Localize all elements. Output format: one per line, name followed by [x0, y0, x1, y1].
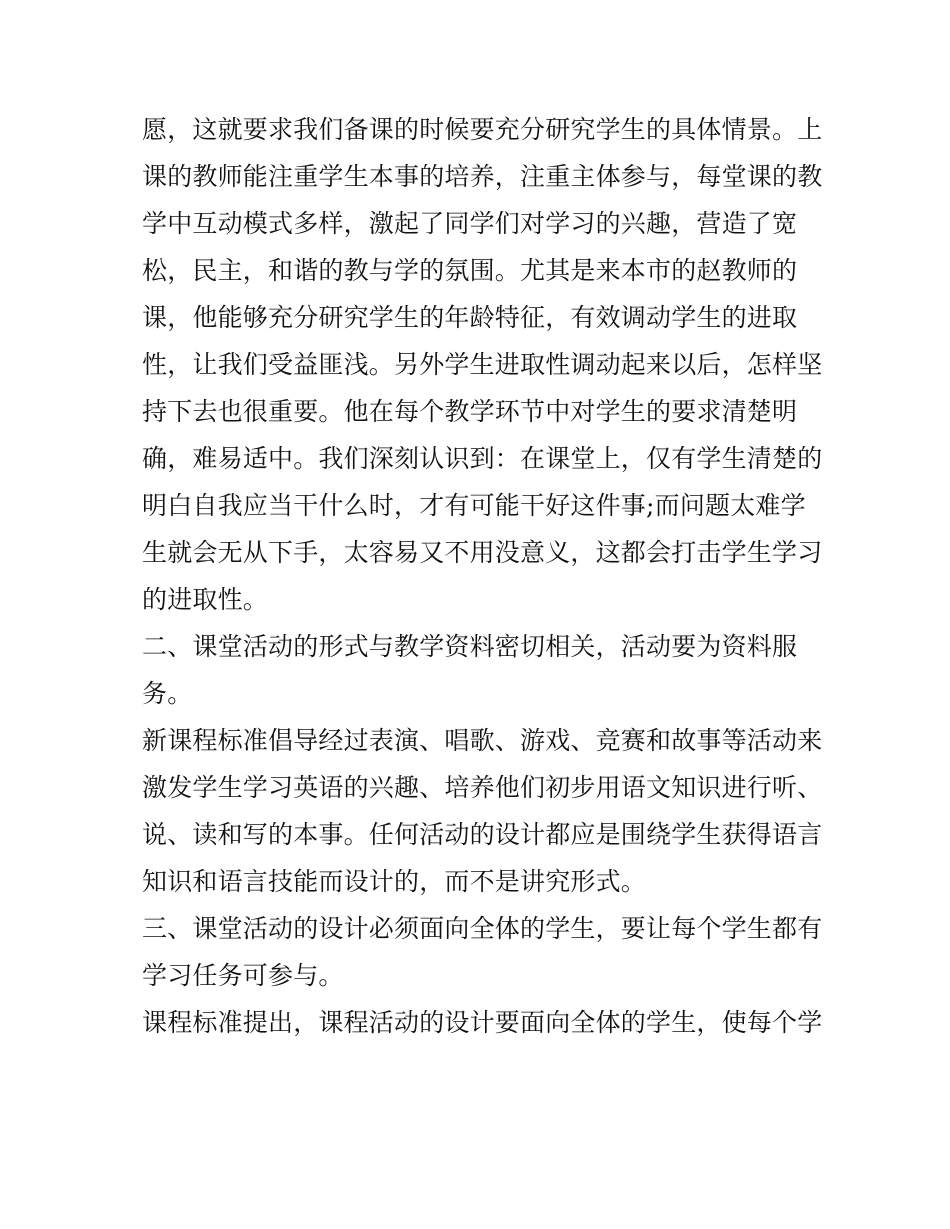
text-line: 明白自我应当干什么时，才有可能干好这件事;而问题太难学 [142, 491, 806, 520]
text-line: 知识和语言技能而设计的，而不是讲究形式。 [142, 867, 647, 896]
text-line: 课程标准提出，课程活动的设计要面向全体的学生，使每个学 [142, 1008, 823, 1037]
section-heading-2: 二、课堂活动的形式与教学资料密切相关，活动要为资料服 [142, 632, 798, 661]
section-heading-3: 三、课堂活动的设计必须面向全体的学生，要让每个学生都有 [142, 914, 823, 943]
text-line: 愿，这就要求我们备课的时候要充分研究学生的具体情景。上 [142, 115, 823, 144]
text-line: 松，民主，和谐的教与学的氛围。尤其是来本市的赵教师的 [142, 256, 798, 285]
text-line: 说、读和写的本事。任何活动的设计都应是围绕学生获得语言 [142, 820, 823, 849]
text-line: 新课程标准倡导经过表演、唱歌、游戏、竞赛和故事等活动来 [142, 726, 823, 755]
text-line: 性，让我们受益匪浅。另外学生进取性调动起来以后，怎样坚 [142, 350, 823, 379]
section-heading-3-cont: 学习任务可参与。 [142, 961, 344, 990]
text-line: 学中互动模式多样，激起了同学们对学习的兴趣，营造了宽 [142, 209, 798, 238]
text-line: 的进取性。 [142, 585, 269, 614]
text-line: 课的教师能注重学生本事的培养，注重主体参与，每堂课的教 [142, 162, 823, 191]
text-line: 课，他能够充分研究学生的年龄特征，有效调动学生的进取 [142, 303, 798, 332]
text-line: 生就会无从下手，太容易又不用没意义，这都会打击学生学习 [142, 538, 823, 567]
document-body [142, 106, 822, 1046]
text-line: 持下去也很重要。他在每个教学环节中对学生的要求清楚明 [142, 397, 798, 426]
text-line: 激发学生学习英语的兴趣、培养他们初步用语文知识进行听、 [142, 773, 823, 802]
section-heading-2-cont: 务。 [142, 679, 193, 708]
text-line: 确，难易适中。我们深刻认识到：在课堂上，仅有学生清楚的 [142, 444, 823, 473]
